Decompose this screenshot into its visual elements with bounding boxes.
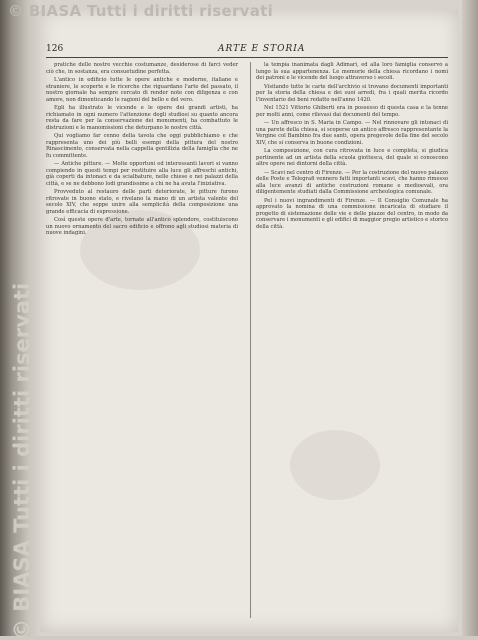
paragraph: pratiche delle nostre vecchie costumanze, desiderose di farci veder ciò che, in sostanza, era consuetudine perfetta.	[46, 62, 238, 75]
paragraph: Provveduto al restauro delle parti deteriorate, le pitture furono ritrovate in buono stato, e rivelano la mano di un artista valente del secolo XIV, che seppe unire alla semplicità della composizione una grande efficacia di espressione.	[46, 189, 238, 215]
paragraph: Qui vogliamo far cenno della tavola che oggi pubblichiamo e che rappresenta uno dei più belli esempi della pittura del nostro Rinascimento, conservata nella cappella gentilizia della famiglia che ne fu committente.	[46, 133, 238, 159]
column-divider	[250, 62, 251, 618]
page-number: 126	[46, 44, 64, 54]
watermark-text: © BIASA Tutti i diritti riservati	[8, 2, 274, 20]
paragraph: Visitando tutte le carte dell'archivio si trovano documenti importanti per la storia della chiesa e dei suoi arredi, fra i quali merita ricordo l'inventario dei beni redatto nell'anno 1420.	[256, 83, 448, 103]
paragraph: La composizione, con cura ritrovata in luce e completa, si giudica pertinente ad un artista della scuola giottesca, del quale si conoscono altre opere nei dintorni della città.	[256, 148, 448, 167]
page-edge	[462, 0, 478, 636]
paragraph: Così queste opere d'arte, tornate all'antico splendore, costituiscono un nuovo ornamento del sacro edificio e offrono agli studiosi materia di nuove indagini.	[46, 217, 238, 236]
paragraph: Pel i nuovi ingrandimenti di Firenze. — Il Consiglio Comunale ha approvato la nomina di una commissione incaricata di studiare il progetto di sistemazione delle vie e delle piazze del centro, in modo da conservare i monumenti e gli edifici di maggior pregio artistico e storico della città.	[256, 197, 448, 230]
paragraph: Egli ha illustrato le vicende e le opere dei grandi artisti, ha richiamato in ogni numero l'attenzione degli studiosi su quanto ancora resta da fare per la conservazione dei monumenti, ha combattuto le distruzioni e le manomissioni che deturpano le nostre città.	[46, 105, 238, 131]
paragraph: L'antico in edificio tutte le opere antiche e moderne, italiane e straniere, le scoperte e le ricerche che riguardano l'arte del passato, il nostro giornale ha sempre cercato di render note con diligenza e con amore, non dimenticando le ragioni del bello e del vero.	[46, 77, 238, 103]
left-text-column	[46, 62, 238, 622]
right-text-column	[256, 62, 448, 622]
paragraph: — Scavi nel centro di Firenze. — Per la costruzione del nuovo palazzo delle Poste e Telegrafi vennero fatti importanti scavi, che hanno rimesso alla luce avanzi di antiche costruzioni romane e medioevali, ora diligentemente studiati dalla Commissione archeologica comunale.	[256, 169, 448, 195]
paragraph: la tempia inanimata dagli Adimari, ed alla loro famiglia conservò a lungo la sua appartenenza. Le memorie della chiesa ricordano i nomi dei patroni e le vicende del luogo attraverso i secoli.	[256, 62, 448, 81]
paragraph: — Un affresco in S. Maria in Campo. — Nel rinnovare gli intonaci di una parete della chiesa, si scoperse un antico affresco rappresentante la Vergine col Bambino fra due santi, opera pregevole della fine del secolo XIV, che si conserva in buone condizioni.	[256, 120, 448, 146]
paragraph: — Antiche pitture. — Molte opportuni ed interessanti lavori si vanno compiendo in questi tempi per restituire alla luce gli affreschi antichi, già coperti da intonaci e da scialbature, nelle chiese e nei palazzi della città, e se ne debbono lodi grandissime a chi ne ha avuta l'iniziativa.	[46, 161, 238, 187]
page-header	[46, 44, 448, 56]
header-rule	[46, 57, 448, 58]
watermark-vertical: © BIASA Tutti i diritti riservati	[10, 282, 34, 640]
running-title: ARTE E STORIA	[218, 44, 306, 54]
paragraph: Nel 1521 Vittorio Ghiberti era in possesso di questa casa e la tenne per molti anni, come rilevasi dai documenti del tempo.	[256, 105, 448, 118]
